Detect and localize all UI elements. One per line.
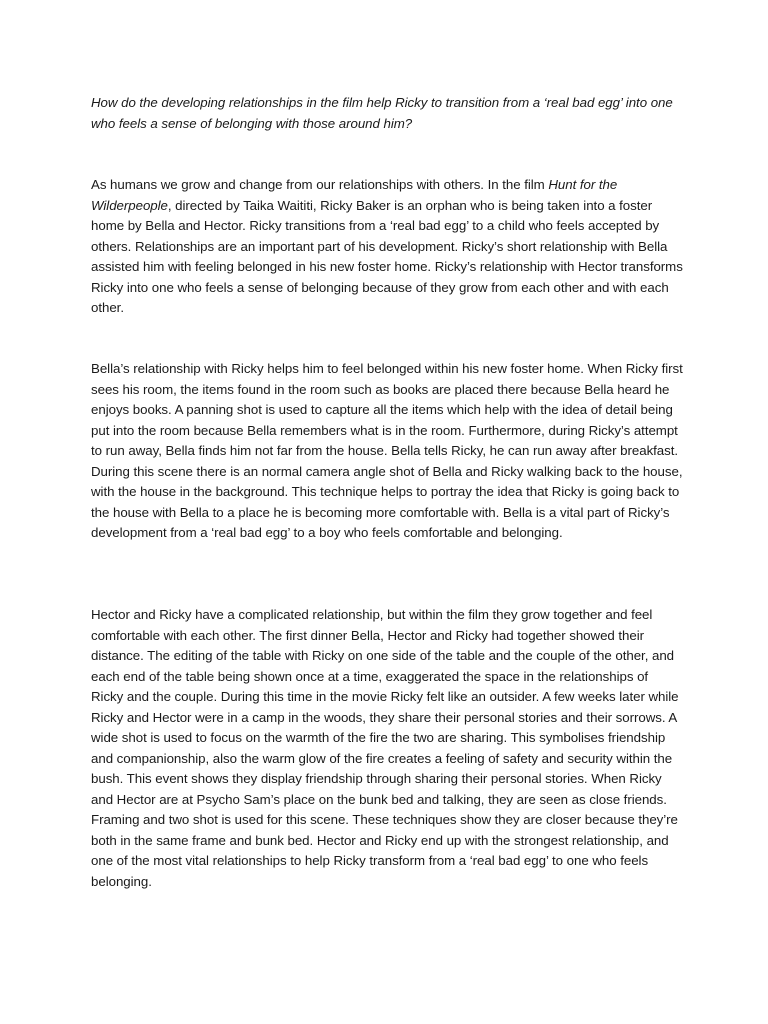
intro-paragraph [91, 175, 683, 319]
intro-text-after: , directed by Taika Waititi, Ricky Baker is an orphan who is being taken into a foster home by Bella and Hector. Ricky transitions from a ‘real bad egg’ to a child who feels accepted by others. Relationships are an important part of his development. Ricky’s short relationship with Bella assisted him with feeling belonged in his new foster home. Ricky’s relationship with Hector transforms Ricky into one who feels a sense of belonging because of they grow from each other and with each other. [91, 197, 683, 315]
bella-paragraph: Bella’s relationship with Ricky helps him to feel belonged within his new foster home. When Ricky first sees his room, the items found in the room such as books are placed there because Bella heard he enjoys books. A panning shot is used to capture all the items which help with the idea of detail being put into the room because Bella remembers what is in the room. Furthermore, during Ricky’s attempt to run away, Bella finds him not far from the house. Bella tells Ricky, he can run away after breakfast. During this scene there is an normal camera angle shot of Bella and Ricky walking back to the house, with the house in the background. This technique helps to portray the idea that Ricky is going back to the house with Bella to a place he is becoming more comfortable with. Bella is a vital part of Ricky’s development from a ‘real bad egg’ to a boy who feels comfortable and belonging. [91, 361, 683, 540]
intro-text-before: As humans we grow and change from our relationships with others. In the film [91, 177, 549, 192]
essay-question: How do the developing relationships in the film help Ricky to transition from a ‘real bad egg’ into one who feels a sense of belonging with those around him? [91, 95, 673, 131]
film-title: Hunt for the Wilderpeople [91, 177, 618, 213]
hector-paragraph: Hector and Ricky have a complicated relationship, but within the film they grow together and feel comfortable with each other. The first dinner Bella, Hector and Ricky had together showed their distance. The editing of the table with Ricky on one side of the table and the couple of the other, and each end of the table being shown once at a time, exaggerated the space in the relationships of Ricky and the couple. During this time in the movie Ricky felt like an outsider. A few weeks later while Ricky and Hector were in a camp in the woods, they share their personal stories and their sorrows. A wide shot is used to focus on the warmth of the fire the two are sharing. This symbolises friendship and companionship, also the warm glow of the fire creates a feeling of safety and security within the bush. This event shows they display friendship through sharing their personal stories. When Ricky and Hector are at Psycho Sam’s place on the bunk bed and talking, they are seen as close friends. Framing and two shot is used for this scene. These techniques show they are closer because they’re both in the same frame and bunk bed. Hector and Ricky end up with the strongest relationship, and one of the most vital relationships to help Ricky transform from a ‘real bad egg’ to one who feels belonging. [91, 607, 679, 889]
